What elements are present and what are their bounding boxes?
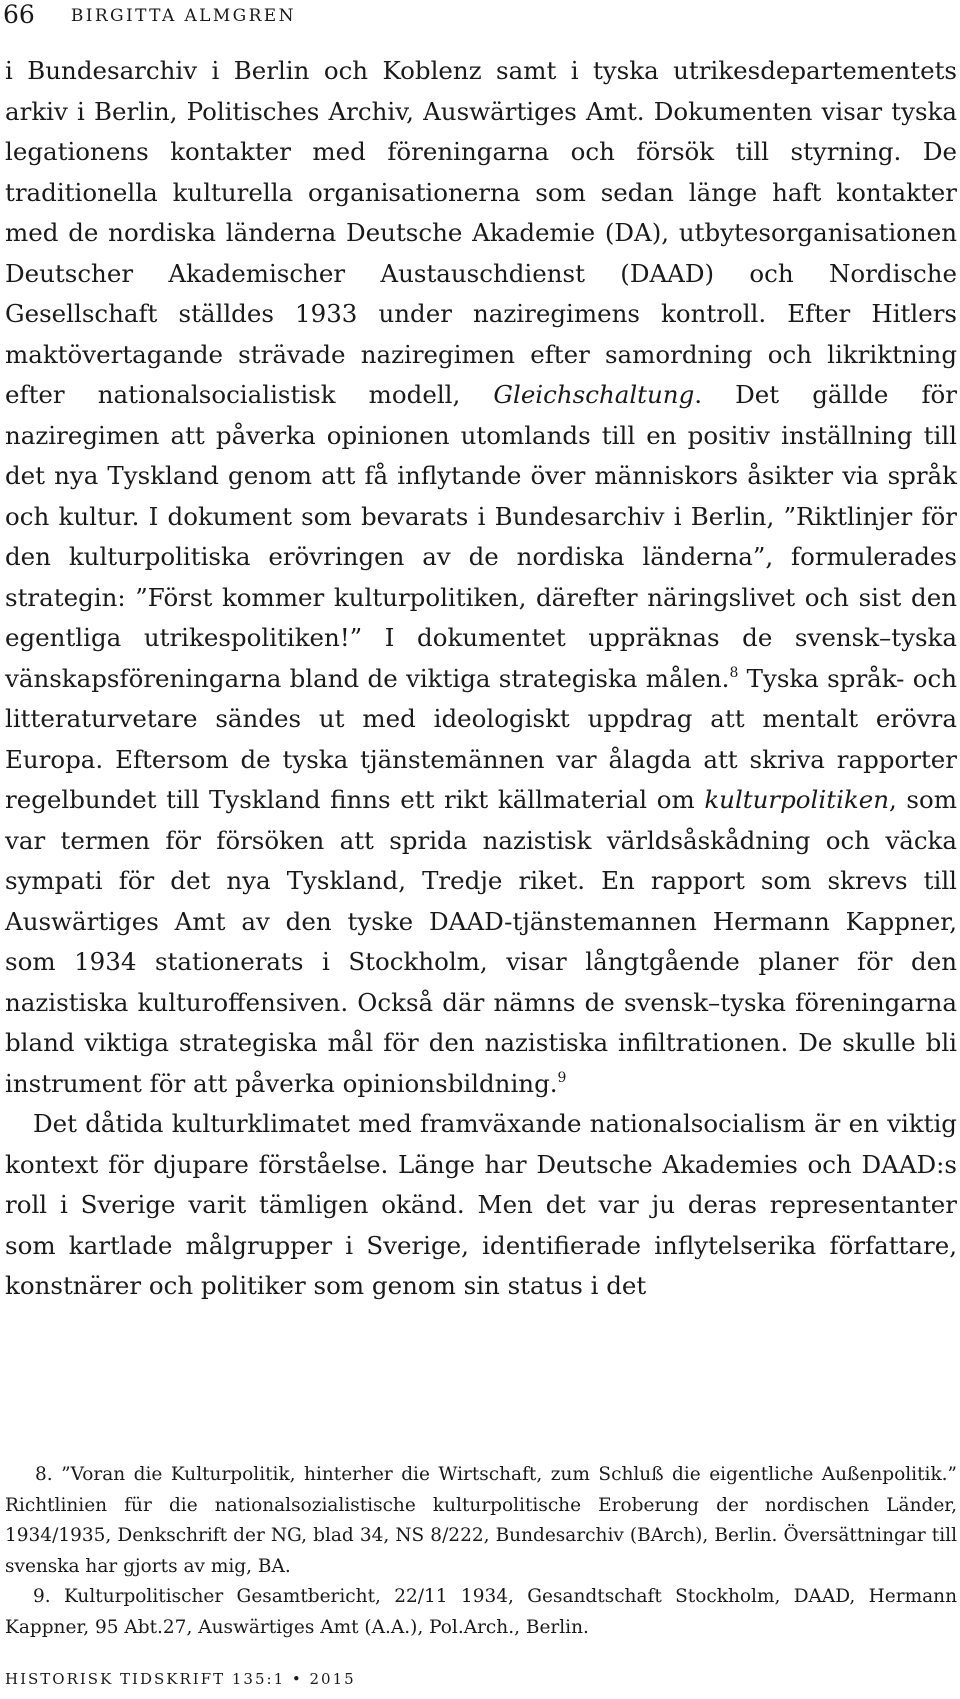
footnote-reference: 8 — [729, 664, 739, 681]
footnotes — [5, 1460, 957, 1643]
running-head: BIRGITTA ALMGREN — [70, 6, 296, 26]
page-header — [3, 0, 296, 30]
body-text — [5, 51, 957, 1307]
footnote-8: 8. ”Voran die Kulturpolitik, hinterher die Wirtschaft, zum Schluß die eigentliche Außenpolitik.” Richtlinien für die nationalsozialistische kulturpolitische Eroberung der nordischen Länder, 1934/1935, Denkschrift der NG, blad 34, NS 8/222, Bundesarchiv (BArch), Berlin. Översättningar till svenska har gjorts av mig, BA. — [5, 1464, 957, 1577]
paragraph-text: Tyska språk- och litteraturvetare sändes ut med ideologiskt uppdrag att mentalt erövra Europa. Eftersom de tyska tjänstemännen var ålagda att skriva rapporter regelbundet till Tyskland finns ett rikt källmaterial om — [5, 663, 958, 814]
paragraph: Det dåtida kulturklimatet med framväxande nationalsocialism är en viktig kontext för djupare förståelse. Länge har Deutsche Akademies och DAAD:s roll i Sverige varit tämligen okänd. Men det var ju deras representanter som kartlade målgrupper i Sverige, identifierade inflytelserika författare, konstnärer och politiker som genom sin status i det — [5, 1109, 957, 1300]
footnote-9: 9. Kulturpolitischer Gesamtbericht, 22/11 1934, Gesandtschaft Stockholm, DAAD, Hermann Kappner, 95 Abt.27, Auswärtiges Amt (A.A.), Pol.Arch., Berlin. — [5, 1586, 957, 1638]
paragraph-text: , som var termen för försöken att sprida nazistisk världsåskådning och väcka sympati för det nya Tyskland, Tredje riket. En rapport som skrevs till Auswärtiges Amt av den tyske DAAD-tjänstemannen Hermann Kappner, som 1934 stationerats i Stockholm, visar långtgående planer för den nazistiska kulturoffensiven. Också där nämns de svensk–tyska föreningarna bland viktiga strategiska mål för den nazistiska infiltrationen. De skulle bli instrument för att påverka opinionsbildning. — [5, 785, 957, 1098]
italic-term: Gleichschaltung — [493, 380, 695, 409]
page-footer: HISTORISK TIDSKRIFT 135:1 • 2015 — [5, 1670, 356, 1688]
footnote-reference: 9 — [557, 1069, 567, 1086]
paragraph — [5, 51, 957, 1104]
italic-term: kulturpolitiken — [704, 785, 890, 814]
paragraph-text: . Det gällde för naziregimen att påverka opinionen utomlands till en positiv inställning till det nya Tyskland genom att få inflytande över människors åsikter via språk och kultur. I dokument som bevarats i Bundesarchiv i Berlin, ”Riktlinjer för den kulturpolitiska erövringen av de nordiska länderna”, formulerades strategin: ”Först kommer kulturpolitiken, därefter näringslivet och sist den egentliga utrikespolitiken!” I dokumentet uppräknas de svensk–tyska vänskapsföreningarna bland de viktiga strategiska målen. — [5, 380, 958, 693]
page-number: 66 — [3, 0, 35, 29]
paragraph-text: i Bundesarchiv i Berlin och Koblenz samt i tyska utrikesdepartementets arkiv i Berlin, Politisches Archiv, Auswärtiges Amt. Dokumenten visar tyska legationens kontakter med föreningarna och försök till styrning. De traditionella kulturella organisationerna som sedan länge haft kontakter med de nordiska länderna Deutsche Akademie (DA), utbytesorganisationen Deutscher Akademischer Austauschdienst (DAAD) och Nordische Gesellschaft ställdes 1933 under naziregimens kontroll. Efter Hitlers maktövertagande strävade naziregimen efter samordning och likriktning efter nationalsocialistisk modell, — [5, 56, 957, 409]
